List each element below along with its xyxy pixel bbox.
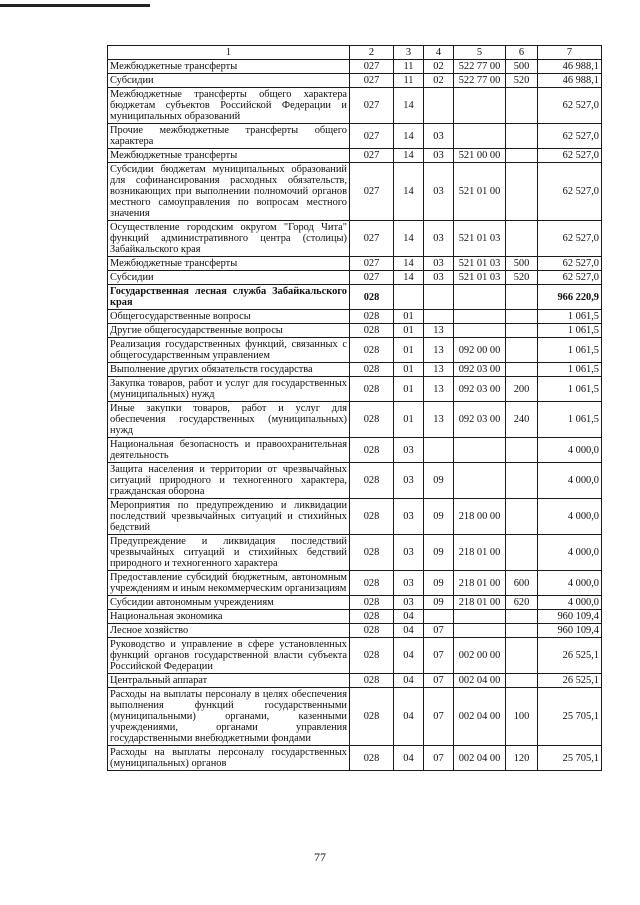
row-name-cell: Межбюджетные трансферты общего характера бюджетам субъектов Российской Федерации и муниципальных образований (108, 88, 350, 124)
row-code-cell (454, 310, 506, 324)
row-code-cell (454, 438, 506, 463)
row-amount-cell: 25 705,1 (538, 746, 602, 771)
row-code-cell: 027 (350, 257, 394, 271)
row-amount-cell: 1 061,5 (538, 363, 602, 377)
row-code-cell: 027 (350, 271, 394, 285)
row-amount-cell: 62 527,0 (538, 149, 602, 163)
row-code-cell (454, 124, 506, 149)
row-code-cell (506, 438, 538, 463)
header-col-3: 3 (394, 46, 424, 60)
table-row (108, 688, 602, 746)
row-amount-cell: 25 705,1 (538, 688, 602, 746)
row-name-cell: Мероприятия по предупреждению и ликвидации последствий чрезвычайных ситуаций и стихийных бедствий (108, 499, 350, 535)
row-name-cell: Предупреждение и ликвидация последствий чрезвычайных ситуаций и стихийных бедствий природного и техногенного характера (108, 535, 350, 571)
row-code-cell: 01 (394, 324, 424, 338)
row-code-cell: 028 (350, 746, 394, 771)
row-code-cell: 002 04 00 (454, 674, 506, 688)
row-code-cell (506, 149, 538, 163)
row-code-cell: 028 (350, 535, 394, 571)
row-code-cell: 14 (394, 221, 424, 257)
header-col-5: 5 (454, 46, 506, 60)
row-amount-cell: 4 000,0 (538, 535, 602, 571)
row-name-cell: Защита населения и территории от чрезвычайных ситуаций природного и техногенного характера, гражданская оборона (108, 463, 350, 499)
row-code-cell: 03 (424, 221, 454, 257)
row-amount-cell: 1 061,5 (538, 310, 602, 324)
row-code-cell: 028 (350, 285, 394, 310)
row-code-cell: 500 (506, 60, 538, 74)
row-code-cell (506, 610, 538, 624)
row-amount-cell: 1 061,5 (538, 402, 602, 438)
row-code-cell (394, 285, 424, 310)
row-code-cell: 240 (506, 402, 538, 438)
row-amount-cell: 966 220,9 (538, 285, 602, 310)
row-code-cell: 03 (394, 499, 424, 535)
row-code-cell (506, 221, 538, 257)
row-code-cell (506, 624, 538, 638)
row-code-cell: 027 (350, 88, 394, 124)
row-code-cell: 14 (394, 271, 424, 285)
row-name-cell: Субсидии (108, 271, 350, 285)
row-code-cell: 14 (394, 257, 424, 271)
row-code-cell: 13 (424, 324, 454, 338)
row-code-cell: 07 (424, 746, 454, 771)
row-code-cell: 03 (394, 571, 424, 596)
table-row (108, 596, 602, 610)
row-name-cell: Другие общегосударственные вопросы (108, 324, 350, 338)
row-code-cell: 120 (506, 746, 538, 771)
table-row (108, 610, 602, 624)
row-code-cell: 02 (424, 60, 454, 74)
row-code-cell: 092 00 00 (454, 338, 506, 363)
row-code-cell (454, 624, 506, 638)
row-code-cell: 218 01 00 (454, 596, 506, 610)
row-code-cell: 522 77 00 (454, 60, 506, 74)
row-code-cell: 09 (424, 535, 454, 571)
row-code-cell: 07 (424, 674, 454, 688)
table-row (108, 535, 602, 571)
row-code-cell: 03 (424, 163, 454, 221)
row-code-cell (424, 285, 454, 310)
row-amount-cell: 62 527,0 (538, 163, 602, 221)
row-code-cell: 13 (424, 338, 454, 363)
row-code-cell: 002 04 00 (454, 746, 506, 771)
row-code-cell (424, 610, 454, 624)
row-code-cell: 09 (424, 571, 454, 596)
row-code-cell: 520 (506, 74, 538, 88)
header-col-7: 7 (538, 46, 602, 60)
row-code-cell (454, 285, 506, 310)
row-code-cell: 520 (506, 271, 538, 285)
row-code-cell: 03 (394, 463, 424, 499)
row-code-cell: 07 (424, 638, 454, 674)
row-name-cell: Субсидии автономным учреждениям (108, 596, 350, 610)
row-code-cell: 07 (424, 624, 454, 638)
row-name-cell: Выполнение других обязательств государства (108, 363, 350, 377)
row-name-cell: Центральный аппарат (108, 674, 350, 688)
row-amount-cell: 4 000,0 (538, 438, 602, 463)
row-name-cell: Осуществление городским округом "Город Чита" функций административного центра (столицы) Забайкальского края (108, 221, 350, 257)
table-header-row (108, 46, 602, 60)
table-row (108, 310, 602, 324)
row-code-cell (454, 324, 506, 338)
header-col-2: 2 (350, 46, 394, 60)
row-amount-cell: 960 109,4 (538, 624, 602, 638)
row-code-cell: 521 01 03 (454, 257, 506, 271)
row-name-cell: Межбюджетные трансферты (108, 60, 350, 74)
row-code-cell: 03 (394, 438, 424, 463)
table-row (108, 60, 602, 74)
row-code-cell: 002 04 00 (454, 688, 506, 746)
row-code-cell (506, 499, 538, 535)
row-code-cell: 028 (350, 596, 394, 610)
table-row (108, 74, 602, 88)
row-amount-cell: 26 525,1 (538, 674, 602, 688)
row-code-cell: 03 (394, 596, 424, 610)
row-code-cell: 600 (506, 571, 538, 596)
row-code-cell (424, 310, 454, 324)
table-row (108, 746, 602, 771)
row-name-cell: Общегосударственные вопросы (108, 310, 350, 324)
row-code-cell: 218 01 00 (454, 535, 506, 571)
row-name-cell: Межбюджетные трансферты (108, 149, 350, 163)
row-code-cell: 04 (394, 674, 424, 688)
header-col-4: 4 (424, 46, 454, 60)
table-row (108, 221, 602, 257)
table-row (108, 624, 602, 638)
row-name-cell: Закупка товаров, работ и услуг для государственных (муниципальных) нужд (108, 377, 350, 402)
row-code-cell: 09 (424, 499, 454, 535)
budget-table (107, 45, 602, 771)
row-code-cell (506, 338, 538, 363)
row-code-cell (424, 88, 454, 124)
row-code-cell (506, 363, 538, 377)
row-amount-cell: 4 000,0 (538, 571, 602, 596)
row-amount-cell: 960 109,4 (538, 610, 602, 624)
table-row (108, 463, 602, 499)
row-code-cell: 04 (394, 746, 424, 771)
row-code-cell: 028 (350, 463, 394, 499)
row-code-cell: 01 (394, 377, 424, 402)
row-amount-cell: 46 988,1 (538, 60, 602, 74)
header-col-1: 1 (108, 46, 350, 60)
row-code-cell: 028 (350, 338, 394, 363)
row-name-cell: Расходы на выплаты персоналу государственных (муниципальных) органов (108, 746, 350, 771)
table-row (108, 149, 602, 163)
row-code-cell: 092 03 00 (454, 363, 506, 377)
row-code-cell: 01 (394, 402, 424, 438)
row-code-cell (454, 88, 506, 124)
top-rule (0, 4, 150, 7)
table-row (108, 338, 602, 363)
row-code-cell (506, 463, 538, 499)
row-amount-cell: 26 525,1 (538, 638, 602, 674)
page-number: 77 (314, 850, 326, 864)
row-code-cell: 218 01 00 (454, 571, 506, 596)
row-amount-cell: 1 061,5 (538, 324, 602, 338)
row-code-cell: 218 00 00 (454, 499, 506, 535)
row-code-cell (506, 674, 538, 688)
row-code-cell: 092 03 00 (454, 402, 506, 438)
row-code-cell: 028 (350, 610, 394, 624)
row-code-cell: 14 (394, 124, 424, 149)
row-name-cell: Лесное хозяйство (108, 624, 350, 638)
row-code-cell: 01 (394, 363, 424, 377)
row-code-cell: 03 (424, 257, 454, 271)
row-name-cell: Руководство и управление в сфере установленных функций органов государственной власти субъекта Российской Федерации (108, 638, 350, 674)
row-amount-cell: 62 527,0 (538, 271, 602, 285)
row-amount-cell: 1 061,5 (538, 377, 602, 402)
row-code-cell: 01 (394, 338, 424, 363)
table-row (108, 674, 602, 688)
row-code-cell: 521 01 03 (454, 271, 506, 285)
row-code-cell (424, 438, 454, 463)
row-code-cell: 14 (394, 163, 424, 221)
row-code-cell: 028 (350, 377, 394, 402)
row-amount-cell: 1 061,5 (538, 338, 602, 363)
header-col-6: 6 (506, 46, 538, 60)
row-code-cell: 14 (394, 149, 424, 163)
row-name-cell: Государственная лесная служба Забайкальского края (108, 285, 350, 310)
row-name-cell: Субсидии бюджетам муниципальных образований для софинансирования расходных обязательств, возникающих при выполнении полномочий органов местного самоуправления по вопросам местного значения (108, 163, 350, 221)
table-row (108, 363, 602, 377)
row-name-cell: Межбюджетные трансферты (108, 257, 350, 271)
row-code-cell: 027 (350, 60, 394, 74)
row-code-cell: 027 (350, 163, 394, 221)
row-code-cell (506, 310, 538, 324)
row-name-cell: Реализация государственных функций, связанных с общегосударственным управлением (108, 338, 350, 363)
row-code-cell (506, 535, 538, 571)
row-code-cell: 13 (424, 377, 454, 402)
row-code-cell: 11 (394, 74, 424, 88)
row-name-cell: Национальная безопасность и правоохранительная деятельность (108, 438, 350, 463)
row-code-cell (506, 124, 538, 149)
table-row (108, 499, 602, 535)
table-body (108, 60, 602, 771)
row-code-cell: 09 (424, 463, 454, 499)
row-code-cell: 027 (350, 74, 394, 88)
row-code-cell: 01 (394, 310, 424, 324)
row-amount-cell: 4 000,0 (538, 596, 602, 610)
row-code-cell (506, 285, 538, 310)
table-row (108, 324, 602, 338)
table-row (108, 88, 602, 124)
row-code-cell: 028 (350, 638, 394, 674)
row-code-cell: 13 (424, 402, 454, 438)
row-code-cell: 03 (424, 149, 454, 163)
row-code-cell: 521 01 03 (454, 221, 506, 257)
row-code-cell: 027 (350, 221, 394, 257)
row-code-cell: 522 77 00 (454, 74, 506, 88)
row-code-cell (506, 163, 538, 221)
row-code-cell: 027 (350, 149, 394, 163)
row-code-cell: 028 (350, 402, 394, 438)
table-row (108, 638, 602, 674)
row-code-cell: 028 (350, 571, 394, 596)
row-code-cell: 07 (424, 688, 454, 746)
row-code-cell (454, 610, 506, 624)
row-code-cell: 100 (506, 688, 538, 746)
row-amount-cell: 4 000,0 (538, 463, 602, 499)
row-code-cell: 092 03 00 (454, 377, 506, 402)
row-code-cell: 03 (394, 535, 424, 571)
row-code-cell: 028 (350, 624, 394, 638)
row-code-cell: 03 (424, 271, 454, 285)
row-code-cell: 14 (394, 88, 424, 124)
row-name-cell: Иные закупки товаров, работ и услуг для обеспечения государственных (муниципальных) нужд (108, 402, 350, 438)
row-amount-cell: 62 527,0 (538, 124, 602, 149)
row-code-cell: 500 (506, 257, 538, 271)
row-code-cell: 04 (394, 610, 424, 624)
row-code-cell: 028 (350, 688, 394, 746)
row-code-cell: 04 (394, 624, 424, 638)
row-name-cell: Расходы на выплаты персоналу в целях обеспечения выполнения функций государственными (муниципальными) органами, казенными учреждениями, органами управления государственными внебюджетными фондами (108, 688, 350, 746)
row-code-cell: 200 (506, 377, 538, 402)
table-row (108, 402, 602, 438)
row-code-cell: 028 (350, 438, 394, 463)
row-name-cell: Субсидии (108, 74, 350, 88)
table-row (108, 438, 602, 463)
table-row (108, 271, 602, 285)
row-name-cell: Предоставление субсидий бюджетным, автономным учреждениям и иным некоммерческим организациям (108, 571, 350, 596)
row-code-cell: 027 (350, 124, 394, 149)
table-row (108, 571, 602, 596)
row-amount-cell: 62 527,0 (538, 221, 602, 257)
table-row (108, 377, 602, 402)
row-code-cell: 028 (350, 674, 394, 688)
row-code-cell: 002 00 00 (454, 638, 506, 674)
row-amount-cell: 4 000,0 (538, 499, 602, 535)
row-amount-cell: 46 988,1 (538, 74, 602, 88)
row-code-cell: 028 (350, 310, 394, 324)
row-code-cell: 521 01 00 (454, 163, 506, 221)
row-code-cell (506, 88, 538, 124)
row-code-cell: 09 (424, 596, 454, 610)
row-name-cell: Национальная экономика (108, 610, 350, 624)
table-row (108, 285, 602, 310)
row-code-cell: 04 (394, 688, 424, 746)
row-code-cell: 13 (424, 363, 454, 377)
row-amount-cell: 62 527,0 (538, 88, 602, 124)
row-amount-cell: 62 527,0 (538, 257, 602, 271)
row-code-cell (506, 324, 538, 338)
row-code-cell: 028 (350, 499, 394, 535)
row-code-cell: 521 00 00 (454, 149, 506, 163)
row-code-cell: 11 (394, 60, 424, 74)
row-code-cell: 620 (506, 596, 538, 610)
row-name-cell: Прочие межбюджетные трансферты общего характера (108, 124, 350, 149)
row-code-cell: 04 (394, 638, 424, 674)
row-code-cell: 03 (424, 124, 454, 149)
row-code-cell: 028 (350, 324, 394, 338)
table-row (108, 163, 602, 221)
table-row (108, 257, 602, 271)
table-row (108, 124, 602, 149)
row-code-cell: 028 (350, 363, 394, 377)
row-code-cell (506, 638, 538, 674)
row-code-cell (454, 463, 506, 499)
row-code-cell: 02 (424, 74, 454, 88)
